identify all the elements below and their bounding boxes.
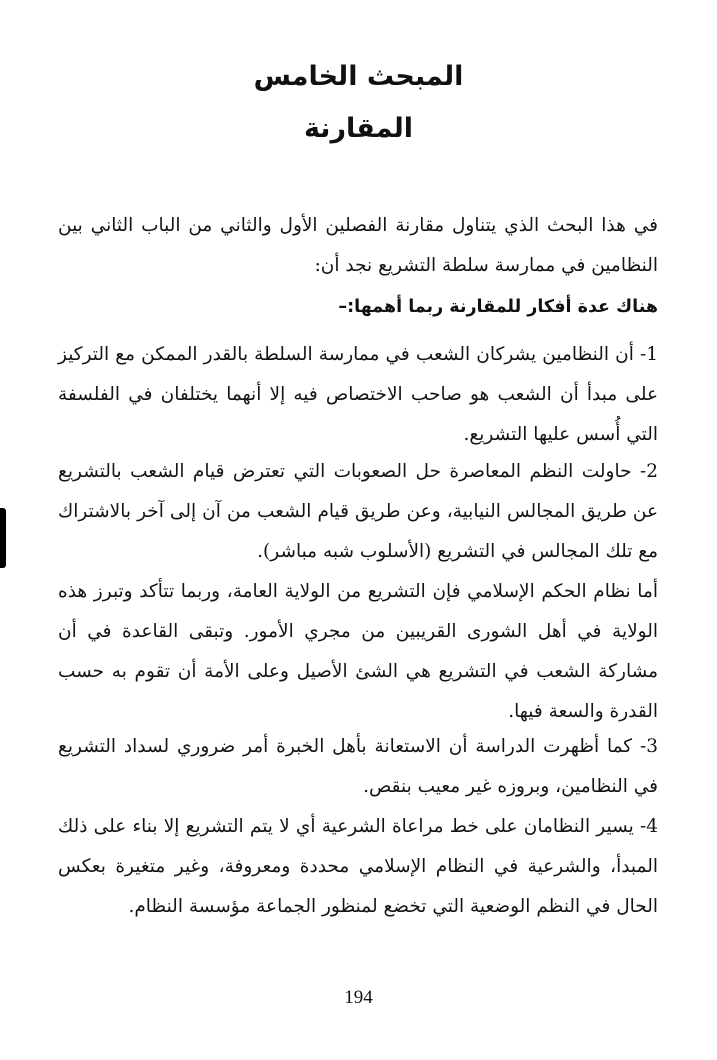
comparison-subheading: هناك عدة أفكار للمقارنة ربما أهمها:– bbox=[338, 297, 658, 317]
point-3 bbox=[58, 727, 658, 807]
scan-edge-mark bbox=[0, 508, 6, 568]
point-text: كما أظهرت الدراسة أن الاستعانة بأهل الخبرة أمر ضروري لسداد التشريع في النظامين، وبروزه غير معيب بنقص. bbox=[58, 736, 658, 797]
point-number: 3- bbox=[639, 736, 658, 757]
islamic-system-paragraph bbox=[58, 572, 658, 732]
paragraph-text: أما نظام الحكم الإسلامي فإن التشريع من الولاية العامة، وربما تتأكد وتبرز هذه الولاية في أهل الشورى القريبين من مجري الأمور. وتبقى القاعدة في أن مشاركة الشعب في التشريع هي الشئ الأصيل وعلى الأمة أن تقوم به حسب القدرة والسعة فيها. bbox=[58, 581, 658, 722]
page-number: 194 bbox=[344, 987, 373, 1008]
section-subtitle: المقارنة bbox=[303, 113, 414, 144]
point-text: أن النظامين يشركان الشعب في ممارسة السلطة بالقدر الممكن مع التركيز على مبدأ أن الشعب هو صاحب الاختصاص فيه إلا أنهما يختلفان في الفلسفة التي أُسس عليها التشريع. bbox=[58, 344, 658, 445]
intro-paragraph: في هذا البحث الذي يتناول مقارنة الفصلين الأول والثاني من الباب الثاني بين النظامين في ممارسة سلطة التشريع نجد أن: bbox=[58, 215, 658, 276]
point-4 bbox=[58, 807, 658, 927]
point-number: 4- bbox=[639, 816, 659, 837]
point-text: يسير النظامان على خط مراعاة الشرعية أي لا يتم التشريع إلا بناء على ذلك المبدأ، والشرعية في النظام الإسلامي محددة ومعروفة، وغير متغيرة بعكس الحال في النظم الوضعية التي تخضع لمنظور الجماعة مؤسسة النظام. bbox=[58, 816, 658, 917]
point-number: 1- bbox=[639, 344, 658, 365]
point-1 bbox=[58, 335, 658, 455]
point-text: حاولت النظم المعاصرة حل الصعوبات التي تعترض قيام الشعب بالتشريع عن طريق المجالس النيابية، وعن طريق قيام الشعب من آن إلى آخر بالاشتراك مع تلك المجالس في التشريع (الأسلوب شبه مباشر). bbox=[58, 461, 658, 562]
section-title: المبحث الخامس bbox=[253, 61, 464, 92]
point-2 bbox=[58, 452, 658, 572]
point-number: 2- bbox=[639, 461, 658, 482]
